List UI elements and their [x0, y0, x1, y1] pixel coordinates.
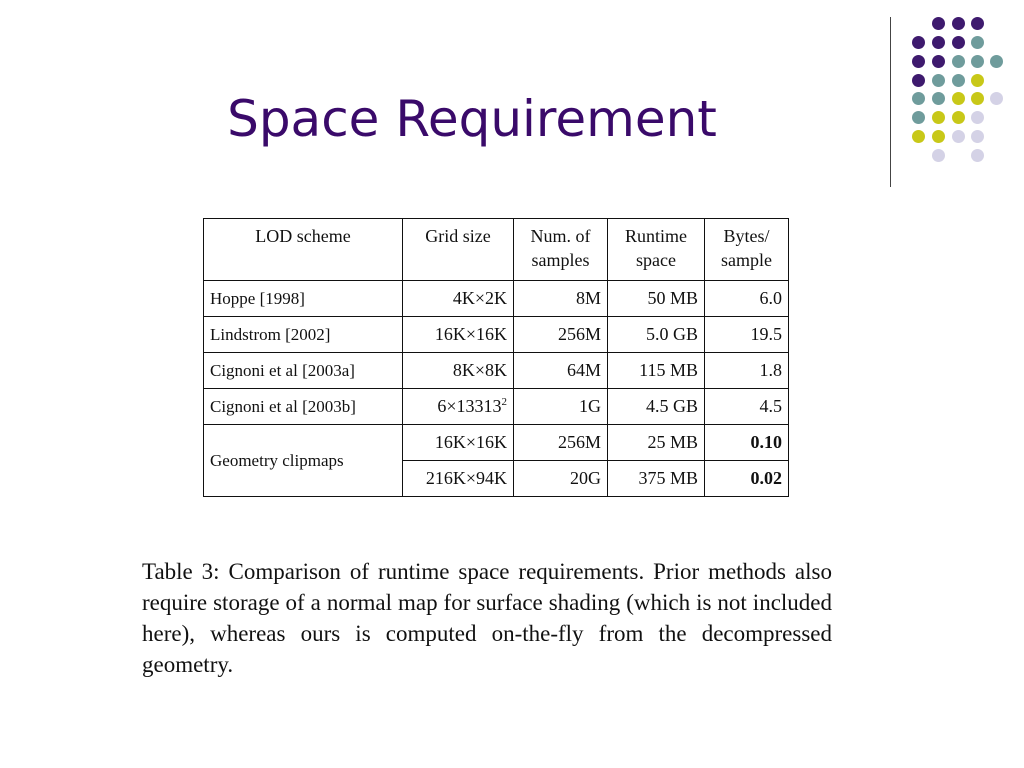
- decorative-dot: [971, 36, 984, 49]
- decorative-dot: [932, 92, 945, 105]
- decorative-dot: [971, 17, 984, 30]
- decorative-dot: [932, 149, 945, 162]
- table-caption: Table 3: Comparison of runtime space requirements. Prior methods also require storage of a normal map for surface shading (which is not included here), whereas ours is computed on-the-fly from the decompressed geometry.: [142, 559, 832, 677]
- decorative-dot: [932, 36, 945, 49]
- table-row: Lindstrom [2002] 16K×16K 256M 5.0 GB 19.5: [204, 317, 789, 353]
- header-bytes-sample: Bytes/ sample: [705, 219, 789, 281]
- decorative-dot-grid: [0, 0, 1024, 200]
- decorative-dot: [952, 130, 965, 143]
- header-runtime-space: Runtime space: [608, 219, 705, 281]
- decorative-dot: [971, 92, 984, 105]
- decorative-dot: [971, 130, 984, 143]
- decorative-dot: [971, 74, 984, 87]
- decorative-dot: [952, 111, 965, 124]
- decorative-dot: [932, 55, 945, 68]
- decorative-dot: [932, 74, 945, 87]
- decorative-dot: [912, 74, 925, 87]
- decorative-dot: [971, 55, 984, 68]
- table-row: Cignoni et al [2003a] 8K×8K 64M 115 MB 1.8: [204, 353, 789, 389]
- decorative-dot: [912, 92, 925, 105]
- decorative-dot: [971, 149, 984, 162]
- decorative-dot: [971, 111, 984, 124]
- table-row: 216K×94K 20G 375 MB 0.02: [204, 461, 789, 497]
- decorative-dot: [952, 36, 965, 49]
- decorative-dot: [952, 55, 965, 68]
- decorative-dot: [952, 92, 965, 105]
- decorative-dot: [952, 74, 965, 87]
- lod-comparison-table: [203, 218, 789, 497]
- table-row: Hoppe [1998] 4K×2K 8M 50 MB 6.0: [204, 281, 789, 317]
- header-lod-scheme: LOD scheme: [204, 219, 403, 281]
- slide-title: Space Requirement: [227, 90, 717, 148]
- clipmaps-scheme-cell: Geometry clipmaps: [204, 425, 403, 497]
- decorative-dot: [912, 55, 925, 68]
- table-header-row: [204, 219, 789, 281]
- decorative-dot: [912, 111, 925, 124]
- decorative-dot: [912, 36, 925, 49]
- table-row: Cignoni et al [2003b] $6\times 13313^2$ 1G 4.5 GB 4.5: [204, 389, 789, 425]
- decorative-dot: [912, 130, 925, 143]
- header-num-samples: Num. of samples: [514, 219, 608, 281]
- decorative-dot: [932, 17, 945, 30]
- table-row: Geometry clipmaps 16K×16K 256M 25 MB 0.10: [204, 425, 789, 461]
- header-grid-size: Grid size: [403, 219, 514, 281]
- decorative-dot: [952, 17, 965, 30]
- decorative-dot: [932, 111, 945, 124]
- decorative-dot: [932, 130, 945, 143]
- decorative-dot: [990, 92, 1003, 105]
- decorative-dot: [990, 55, 1003, 68]
